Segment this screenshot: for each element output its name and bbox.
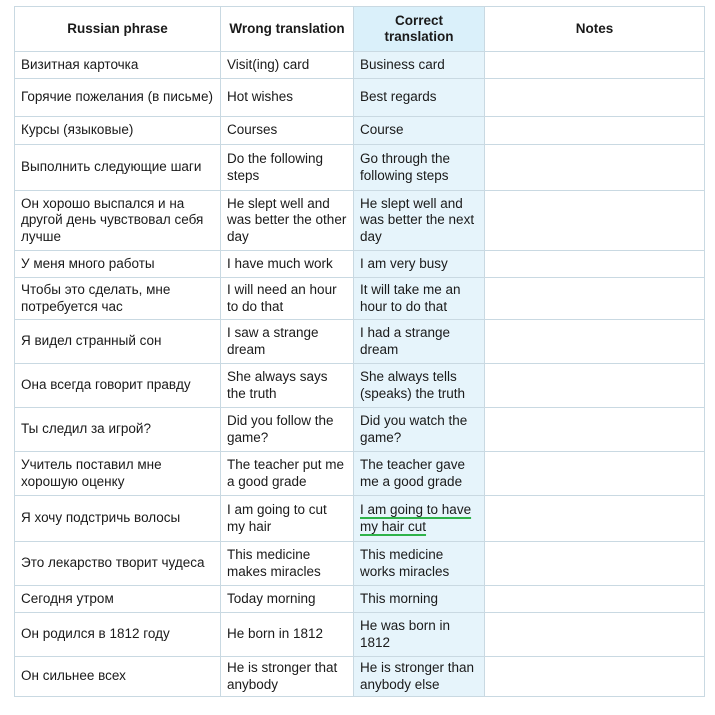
table-row: [15, 452, 705, 496]
russian-phrase-cell: Визитная карточка: [15, 52, 221, 79]
notes-cell: [485, 79, 705, 117]
wrong-translation-cell: Courses: [221, 117, 354, 145]
correct-translation-highlight: I am going to have my hair cut: [360, 502, 472, 534]
correct-translation-cell: I had a strange dream: [354, 320, 485, 364]
table-row: [15, 364, 705, 408]
notes-cell: [485, 542, 705, 586]
correct-translation-cell: He was born in 1812: [354, 613, 485, 657]
header-wrong-translation: Wrong translation: [221, 7, 354, 52]
table-row: [15, 79, 705, 117]
wrong-translation-cell: She always says the truth: [221, 364, 354, 408]
russian-phrase-cell: Она всегда говорит правду: [15, 364, 221, 408]
correct-translation-cell: He is stronger than anybody else: [354, 657, 485, 697]
notes-cell: [485, 52, 705, 79]
correct-translation-cell: Best regards: [354, 79, 485, 117]
table-row: [15, 613, 705, 657]
table-row: [15, 657, 705, 697]
correct-translation-cell: Course: [354, 117, 485, 145]
notes-cell: [485, 452, 705, 496]
wrong-translation-cell: Visit(ing) card: [221, 52, 354, 79]
correct-translation-cell: Business card: [354, 52, 485, 79]
russian-phrase-cell: У меня много работы: [15, 251, 221, 278]
table-row: [15, 408, 705, 452]
correct-translation-cell: This morning: [354, 586, 485, 613]
russian-phrase-cell: Он хорошо выспался и на другой день чувствовал себя лучше: [15, 191, 221, 251]
russian-phrase-cell: Ты следил за игрой?: [15, 408, 221, 452]
wrong-translation-cell: Do the following steps: [221, 145, 354, 191]
table-row: [15, 320, 705, 364]
table-row: [15, 586, 705, 613]
wrong-translation-cell: This medicine makes miracles: [221, 542, 354, 586]
table-row: [15, 52, 705, 79]
russian-phrase-cell: Он сильнее всех: [15, 657, 221, 697]
russian-phrase-cell: Я видел странный сон: [15, 320, 221, 364]
notes-cell: [485, 408, 705, 452]
russian-phrase-cell: Это лекарство творит чудеса: [15, 542, 221, 586]
notes-cell: [485, 251, 705, 278]
correct-translation-cell: [354, 496, 485, 542]
russian-phrase-cell: Учитель поставил мне хорошую оценку: [15, 452, 221, 496]
header-russian-phrase: Russian phrase: [15, 7, 221, 52]
russian-phrase-cell: Чтобы это сделать, мне потребуется час: [15, 278, 221, 320]
notes-cell: [485, 613, 705, 657]
header-correct-translation: Correct translation: [354, 7, 485, 52]
wrong-translation-cell: Hot wishes: [221, 79, 354, 117]
wrong-translation-cell: I am going to cut my hair: [221, 496, 354, 542]
wrong-translation-cell: He slept well and was better the other day: [221, 191, 354, 251]
correct-translation-cell: This medicine works miracles: [354, 542, 485, 586]
russian-phrase-cell: Курсы (языковые): [15, 117, 221, 145]
table-row: [15, 251, 705, 278]
table-row: [15, 278, 705, 320]
table-row: [15, 542, 705, 586]
russian-phrase-cell: Я хочу подстричь волосы: [15, 496, 221, 542]
table-row: [15, 191, 705, 251]
correct-translation-cell: It will take me an hour to do that: [354, 278, 485, 320]
russian-phrase-cell: Горячие пожелания (в письме): [15, 79, 221, 117]
correct-translation-cell: She always tells (speaks) the truth: [354, 364, 485, 408]
wrong-translation-cell: The teacher put me a good grade: [221, 452, 354, 496]
notes-cell: [485, 117, 705, 145]
correct-translation-cell: He slept well and was better the next day: [354, 191, 485, 251]
header-row: [15, 7, 705, 52]
notes-cell: [485, 191, 705, 251]
wrong-translation-cell: I saw a strange dream: [221, 320, 354, 364]
correct-translation-cell: I am very busy: [354, 251, 485, 278]
translation-table: [14, 6, 705, 697]
notes-cell: [485, 364, 705, 408]
notes-cell: [485, 496, 705, 542]
wrong-translation-cell: I will need an hour to do that: [221, 278, 354, 320]
header-notes: Notes: [485, 7, 705, 52]
wrong-translation-cell: Today morning: [221, 586, 354, 613]
correct-translation-cell: Did you watch the game?: [354, 408, 485, 452]
notes-cell: [485, 657, 705, 697]
wrong-translation-cell: I have much work: [221, 251, 354, 278]
wrong-translation-cell: Did you follow the game?: [221, 408, 354, 452]
notes-cell: [485, 145, 705, 191]
correct-translation-cell: Go through the following steps: [354, 145, 485, 191]
russian-phrase-cell: Сегодня утром: [15, 586, 221, 613]
notes-cell: [485, 320, 705, 364]
wrong-translation-cell: He born in 1812: [221, 613, 354, 657]
notes-cell: [485, 278, 705, 320]
notes-cell: [485, 586, 705, 613]
table-row: [15, 145, 705, 191]
russian-phrase-cell: Выполнить следующие шаги: [15, 145, 221, 191]
russian-phrase-cell: Он родился в 1812 году: [15, 613, 221, 657]
table-row: [15, 496, 705, 542]
table-row: [15, 117, 705, 145]
correct-translation-cell: The teacher gave me a good grade: [354, 452, 485, 496]
wrong-translation-cell: He is stronger that anybody: [221, 657, 354, 697]
